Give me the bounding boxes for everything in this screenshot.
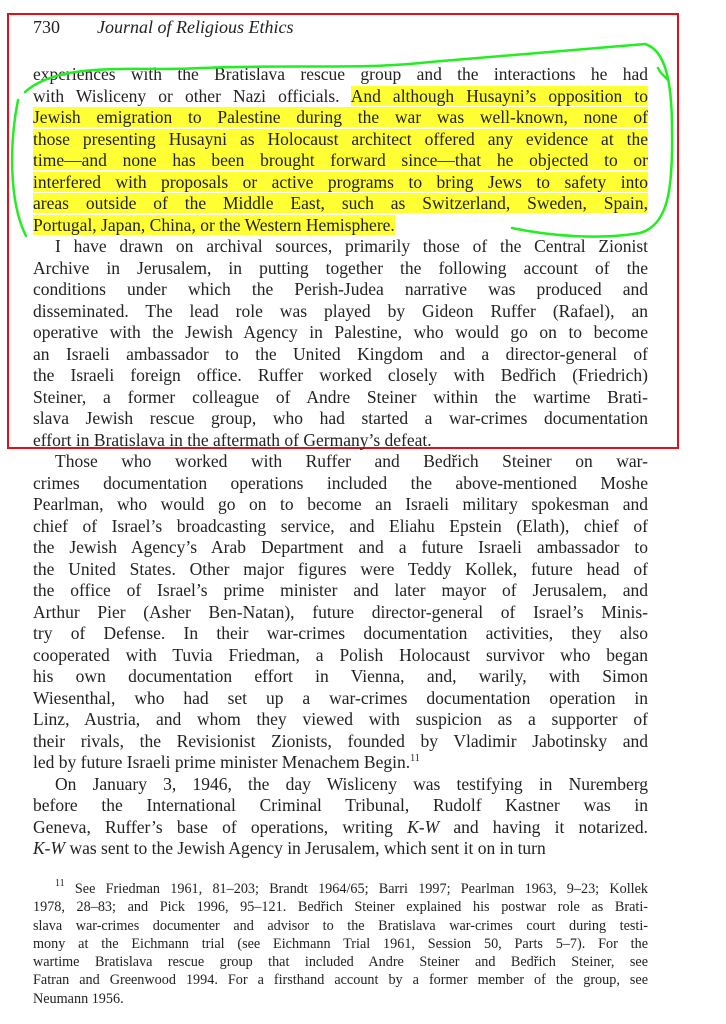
text-line [33, 752, 648, 774]
text-segment: led by future Israeli prime minister Menachem Begin. [33, 752, 411, 772]
text-line [33, 193, 648, 215]
text-line [33, 408, 648, 430]
text-line [33, 666, 648, 688]
text-line [33, 580, 648, 602]
text-segment: Pearlman, who would go on to become an Israeli military spokesman and [33, 494, 648, 514]
footnote-line [33, 971, 648, 989]
paragraph [33, 236, 648, 451]
text-line [33, 709, 648, 731]
text-segment: Steiner, a former colleague of Andre Steiner within the wartime Brati- [33, 386, 648, 407]
text-segment: experiences with the Bratislava rescue group and the interactions he had [33, 64, 648, 84]
text-line [33, 301, 648, 323]
text-line [33, 430, 648, 452]
text-segment: the Israeli foreign office. Ruffer worked closely with Bedřich (Friedrich) [33, 365, 648, 385]
page-number: 730 [33, 17, 60, 37]
text-line [33, 537, 648, 559]
paragraph [33, 774, 648, 860]
footnote-line [33, 935, 648, 953]
running-header [33, 17, 293, 38]
text-segment: his own documentation effort in Vienna, and, warily, with Simon [33, 666, 648, 686]
text-segment: Neumann 1956. [33, 990, 124, 1007]
footnote-line [33, 917, 648, 935]
text-line [33, 688, 648, 710]
text-line [33, 387, 648, 409]
text-segment: Wiesenthal, who had set up a war-crimes documentation operation in [33, 687, 648, 708]
text-line [33, 559, 648, 581]
text-line [33, 817, 648, 839]
body-text [33, 64, 648, 860]
text-segment: Those who worked with Ruffer and Bedřich Steiner on war- [55, 451, 648, 471]
text-line [33, 795, 648, 817]
text-line [33, 451, 648, 473]
text-segment: On January 3, 1946, the day Wisliceny was testifying in Nuremberg [55, 773, 648, 794]
text-line [33, 86, 648, 108]
text-line [33, 258, 648, 280]
text-segment: was sent to the Jewish Agency in Jerusalem, which sent it on in turn [65, 838, 546, 858]
text-segment: conditions under which the Perish-Judea narrative was produced and [33, 279, 648, 299]
text-segment: before the International Criminal Tribunal, Rudolf Kastner was in [33, 795, 648, 815]
text-line [33, 838, 648, 860]
footnote-marker: 11 [55, 878, 65, 889]
text-segment: See Friedman 1961, 81–203; Brandt 1964/65; Barri 1997; Pearlman 1963, 9–23; Kollek [64, 881, 648, 897]
text-segment: disseminated. The lead role was played by Gideon Ruffer (Rafael), an [33, 300, 648, 321]
footnote-marker: 11 [410, 753, 420, 764]
text-segment: K-W [33, 838, 66, 858]
text-line [33, 365, 648, 387]
text-segment: crimes documentation operations included the above-mentioned Moshe [33, 472, 648, 493]
text-line [33, 473, 648, 495]
text-segment: chief of Israel’s broadcasting service, and Eliahu Epstein (Elath), chief of [33, 515, 648, 536]
highlighted-text: time—and none has been brought forward since—that he objected to or [33, 150, 648, 170]
highlighted-text: Portugal, Japan, China, or the Western Hemisphere. [33, 214, 395, 235]
paragraph [33, 64, 648, 236]
text-line [33, 623, 648, 645]
footnote [33, 880, 648, 1008]
text-segment: cooperated with Tuvia Friedman, a Polish Holocaust survivor who began [33, 644, 648, 665]
text-segment: Linz, Austria, and whom they viewed with suspicion as a supporter of [33, 709, 648, 729]
text-segment: I have drawn on archival sources, primarily those of the Central Zionist [55, 236, 648, 256]
text-segment: effort in Bratislava in the aftermath of Germany’s defeat. [33, 429, 432, 450]
text-line [33, 344, 648, 366]
paragraph [33, 451, 648, 774]
text-segment: the office of Israel’s prime minister and later mayor of Jerusalem, and [33, 580, 648, 600]
text-segment: Archive in Jerusalem, in putting together the following account of the [33, 257, 648, 278]
text-segment: with Wisliceny or other Nazi officials. [33, 85, 351, 106]
text-line [33, 645, 648, 667]
text-segment: Geneva, Ruffer’s base of operations, writing [33, 816, 408, 837]
text-line [33, 774, 648, 796]
text-line [33, 602, 648, 624]
text-segment: and having it notarized. [439, 816, 648, 837]
text-line [33, 494, 648, 516]
text-line [33, 731, 648, 753]
text-segment: wartime Bratislava rescue group that included Andre Steiner and Bedřich Steiner, see [33, 954, 648, 971]
text-line [33, 279, 648, 301]
text-line [33, 516, 648, 538]
text-segment: operative with the Jewish Agency in Palestine, who would go on to become [33, 322, 648, 342]
highlighted-text: those presenting Husayni as Holocaust architect offered any evidence at the [33, 128, 648, 149]
text-segment: their rivals, the Revisionist Zionists, founded by Vladimir Jabotinsky and [33, 730, 648, 751]
footnote-line [33, 898, 648, 916]
highlighted-text: And although Husayni’s opposition to [350, 85, 649, 106]
text-segment: mony at the Eichmann trial (see Eichmann Trial 1961, Session 50, Parts 5–7). For the [33, 935, 648, 952]
text-segment: the Jewish Agency’s Arab Department and a future Israeli ambassador to [33, 537, 648, 557]
text-segment: 1978, 28–83; and Pick 1996, 95–121. Bedřich Steiner explained his postwar role as Brati- [33, 899, 648, 916]
text-line [33, 64, 648, 86]
text-segment: slava war-crimes documenter and advisor to the Bratislava war-crimes court during testi- [33, 917, 648, 934]
text-segment: an Israeli ambassador to the United Kingdom and a director-general of [33, 343, 648, 364]
text-segment: the United States. Other major figures were Teddy Kollek, future head of [33, 558, 648, 579]
highlighted-text: areas outside of the Middle East, such as Switzerland, Sweden, Spain, [33, 193, 648, 213]
text-line [33, 215, 648, 237]
text-segment: K-W [407, 816, 440, 837]
text-line [33, 129, 648, 151]
text-segment: Arthur Pier (Asher Ben-Natan), future director-general of Israel’s Minis- [33, 601, 648, 622]
footnote-line [33, 990, 648, 1008]
text-segment: Fatran and Greenwood 1994. For a firsthand account by a former member of the group, see [33, 972, 648, 989]
highlighted-text: Jewish emigration to Palestine during the war was well-known, none of [33, 107, 648, 127]
text-segment: try of Defense. In their war-crimes documentation activities, they also [33, 623, 648, 643]
journal-title: Journal of Religious Ethics [97, 17, 294, 37]
text-line [33, 107, 648, 129]
text-line [33, 322, 648, 344]
text-line [33, 172, 648, 194]
text-line [33, 150, 648, 172]
highlighted-text: interfered with proposals or active programs to bring Jews to safety into [33, 171, 648, 192]
text-segment: slava Jewish rescue group, who had started a war-crimes documentation [33, 408, 648, 428]
footnote-line [33, 880, 648, 898]
footnote-line [33, 953, 648, 971]
text-line [33, 236, 648, 258]
